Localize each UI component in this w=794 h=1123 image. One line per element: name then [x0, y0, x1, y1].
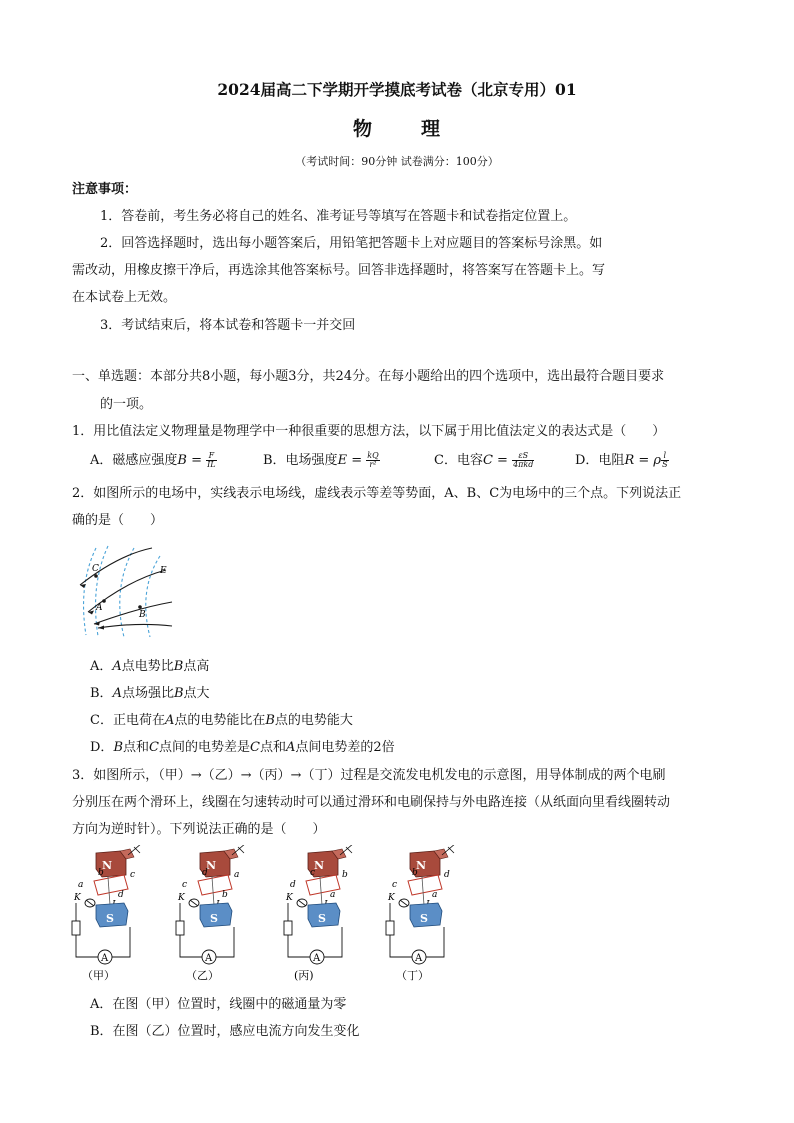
- coil-label-3: c: [310, 868, 316, 878]
- axis-mark: [238, 847, 244, 853]
- coil-shaft: [108, 877, 110, 905]
- notice-item-2-line-2: 需改动，用橡皮擦干净后，再选涂其他答案标号。回答非选择题时，将答案写在答题卡上。写: [72, 263, 606, 278]
- resistor: [72, 921, 80, 935]
- point-e-label: E: [160, 566, 167, 576]
- coil-label-2: c: [130, 870, 136, 880]
- brush: [400, 900, 408, 906]
- magnet-south-label: S: [318, 912, 326, 925]
- coil-label-2: b: [342, 870, 348, 880]
- notice-item-1: 1．答卷前，考生务必将自己的姓名、准考证号等填写在答题卡和试卷指定位置上。: [100, 209, 577, 224]
- q2-option-c: C．正电荷在A点的电势能比在B点的电势能大: [90, 713, 353, 728]
- coil-label-3: b: [412, 868, 418, 878]
- q3-option-b: B．在图（乙）位置时，感应电流方向发生变化: [90, 1024, 360, 1039]
- section-heading-line-2: 的一项。: [100, 397, 153, 412]
- q1-option-c-fraction: [512, 452, 534, 469]
- coil-label-1: c: [392, 880, 398, 890]
- q2-option-b: B．A点场强比B点大: [90, 686, 210, 701]
- point-c-dot: [94, 574, 98, 578]
- ammeter-label: A: [313, 953, 321, 964]
- q3-stem-line-3: 方向为逆时针）。下列说法正确的是（ ）: [72, 822, 326, 837]
- coil-shaft: [422, 877, 424, 905]
- circuit-right: [112, 927, 130, 957]
- axis-mark: [346, 847, 352, 853]
- q1-option-c-numerator: εS: [512, 452, 534, 461]
- coil-label-4: b: [222, 890, 228, 900]
- q1-option-d: D．电阻R = ρ $\frac{l}{S}$: [575, 451, 668, 469]
- section-heading-line-1: 一、单选题：本部分共8小题，每小题3分，共24分。在每小题给出的四个选项中，选出最符合题目要求: [72, 369, 665, 384]
- q1-option-d-fraction: [661, 452, 668, 469]
- q1-option-b-fraction: [366, 452, 379, 469]
- q1-option-a-denominator: IL: [207, 460, 216, 469]
- circuit-right: [324, 927, 342, 957]
- coil-label-4: a: [330, 890, 336, 900]
- axis-mark: [134, 847, 140, 853]
- equipotential-line-3: [120, 548, 134, 637]
- q1-option-a-label: A．磁感应强度: [90, 453, 178, 468]
- coil-label-4: a: [432, 890, 438, 900]
- coil-label-4: d: [118, 890, 124, 900]
- panel-caption: （乙）: [186, 969, 219, 982]
- q3-option-a: A．在图（甲）位置时，线圈中的磁通量为零: [90, 997, 347, 1012]
- ammeter-label: A: [101, 953, 109, 964]
- q2-electric-field-figure: [68, 540, 188, 640]
- generator-panel: [68, 845, 154, 989]
- q1-option-c-denominator: 4πkd: [513, 460, 534, 469]
- q1-option-a-symbol: B: [177, 453, 187, 468]
- point-b-label: B: [139, 610, 146, 620]
- field-line-3: [94, 602, 172, 624]
- magnet-south-label: S: [106, 912, 114, 925]
- brush-k-label: K: [286, 893, 293, 903]
- generator-diagram: [172, 845, 258, 985]
- resistor: [284, 921, 292, 935]
- q2-stem-line-1: 2．如图所示的电场中，实线表示电场线，虚线表示等差等势面，A、B、C为电场中的三个点。下列说法正: [72, 486, 682, 501]
- q1-option-a: A．磁感应强度B = $\frac{F}{IL}$: [90, 451, 216, 469]
- point-b-dot: [138, 605, 142, 609]
- point-c-label: C: [92, 564, 99, 574]
- generator-diagram: [68, 845, 154, 985]
- ammeter-label: A: [205, 953, 213, 964]
- generator-panel: [382, 845, 468, 989]
- point-a-label: A: [96, 603, 103, 613]
- q2-option-a: A．A点电势比B点高: [90, 659, 210, 674]
- q2-stem-line-2: 确的是（ ）: [72, 513, 164, 528]
- notice-item-3: 3．考试结束后，将本试卷和答题卡一并交回: [100, 318, 356, 333]
- q1-option-b-denominator: r²: [369, 460, 377, 469]
- panel-caption: (丙): [294, 969, 314, 982]
- brush: [86, 900, 94, 906]
- exam-title: 2024届高二下学期开学摸底考试卷（北京专用）01: [217, 80, 577, 99]
- coil-shaft: [320, 877, 322, 905]
- magnet-south-label: S: [420, 912, 428, 925]
- q1-option-d-numerator: l: [661, 452, 668, 461]
- field-line-4: [98, 624, 172, 628]
- coil-label-1: d: [290, 880, 296, 890]
- resistor: [176, 921, 184, 935]
- q1-option-a-numerator: F: [206, 452, 216, 461]
- magnet-north-label: N: [416, 859, 427, 872]
- circuit-right: [426, 927, 444, 957]
- ammeter-label: A: [415, 953, 423, 964]
- magnet-north-label: N: [102, 859, 113, 872]
- subject-title: [0, 114, 794, 141]
- subject-char-1: 物: [352, 118, 373, 140]
- q1-option-c-symbol: C: [482, 453, 493, 468]
- notice-item-2-line-3: 在本试卷上无效。: [72, 290, 177, 305]
- coil-label-2: d: [444, 870, 450, 880]
- notice-item-2-line-1: 2．回答选择题时，选出每小题答案后，用铅笔把答题卡上对应题目的答案标号涂黑。如: [100, 236, 603, 251]
- panel-caption: （甲）: [82, 969, 115, 982]
- axis-mark: [448, 847, 454, 853]
- panel-caption: （丁）: [396, 969, 429, 982]
- coil-label-1: a: [78, 880, 84, 890]
- q3-stem-line-2: 分别压在两个滑环上，线圈在匀速转动时可以通过滑环和电刷保持与外电路连接（从纸面向里看线圈转动: [72, 795, 671, 810]
- equipotential-line-1: [84, 548, 96, 635]
- circuit-right: [216, 927, 234, 957]
- generator-panel: [172, 845, 258, 989]
- subject-char-2: 理: [421, 118, 442, 140]
- coil-label-3: d: [202, 868, 208, 878]
- notice-heading: 注意事项：: [72, 182, 138, 197]
- coil-label-2: a: [234, 870, 240, 880]
- magnet-north-label: N: [206, 859, 217, 872]
- q1-option-b-label: B．电场强度: [263, 453, 338, 468]
- q1-option-d-rho: ρ: [653, 453, 662, 468]
- brush-k-label: K: [178, 893, 185, 903]
- brush: [190, 900, 198, 906]
- brush-k-label: K: [74, 893, 81, 903]
- exam-info: （考试时间：90分钟 试卷满分：100分）: [295, 155, 499, 168]
- coil-label-1: c: [182, 880, 188, 890]
- magnet-south-label: S: [210, 912, 218, 925]
- brush-k-label: K: [388, 893, 395, 903]
- generator-panel: [280, 845, 366, 989]
- generator-diagram: [280, 845, 366, 985]
- q1-stem: 1．用比值法定义物理量是物理学中一种很重要的思想方法，以下属于用比值法定义的表达式是（ ）: [72, 424, 666, 439]
- coil-label-3: b: [98, 868, 104, 878]
- resistor: [386, 921, 394, 935]
- q1-option-d-denominator: S: [662, 460, 668, 469]
- q1-option-a-fraction: [206, 452, 216, 469]
- q1-option-d-symbol: R: [624, 453, 635, 468]
- q1-option-c-label: C．电容: [434, 453, 483, 468]
- q1-option-b-symbol: E: [337, 453, 348, 468]
- brush: [298, 900, 306, 906]
- point-a-dot: [102, 599, 106, 603]
- q1-option-b-numerator: kQ: [367, 451, 379, 460]
- coil-shaft: [212, 877, 214, 905]
- q1-option-d-label: D．电阻: [575, 453, 625, 468]
- generator-diagram: [382, 845, 468, 985]
- q3-stem-line-1: 3．如图所示，（甲）→（乙）→（丙）→（丁）过程是交流发电机发电的示意图，用导体制成的两个电刷: [72, 768, 666, 783]
- field-line-1: [80, 548, 152, 585]
- q2-option-d: D．B点和C点间的电势差是C点和A点间电势差的2倍: [90, 740, 395, 755]
- q1-option-b: B．电场强度E = $\frac{kQ}{\text{r²}}$: [263, 451, 379, 469]
- q1-option-c: C．电容C = $\frac{\varepsilon S}{\text{4πkd}}$: [434, 451, 534, 469]
- magnet-north-label: N: [314, 859, 325, 872]
